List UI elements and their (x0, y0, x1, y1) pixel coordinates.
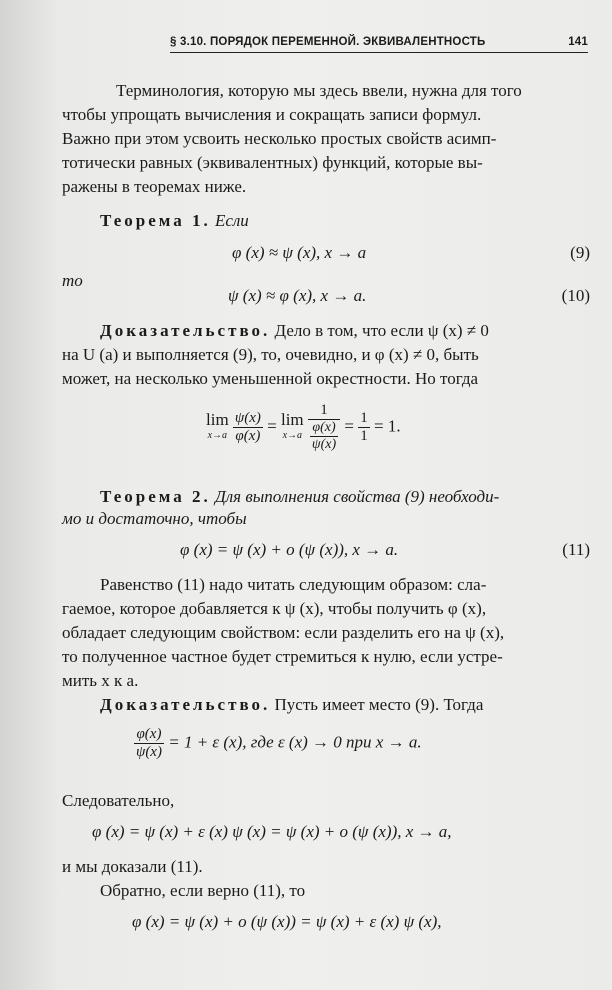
para2-line5: мить x к a. (62, 671, 139, 690)
running-header (170, 36, 588, 53)
proved-line: и мы доказали (11). (62, 857, 203, 876)
theorem1-cond: Если (214, 211, 249, 230)
para2-line4: то полученное частное будет стремиться к нулю, если устре- (62, 647, 503, 666)
equation-9-number: (9) (570, 243, 590, 262)
limit-operator-1: lim x→a (206, 409, 229, 441)
proof2-text: Пусть имеет место (9). Тогда (274, 695, 484, 714)
proof1-label: Доказательство. (100, 321, 271, 340)
proof1-line1-text: Дело в том, что если ψ (x) ≠ 0 (274, 321, 489, 340)
theorem2-label: Теорема 2. (100, 487, 211, 506)
proof2-label: Доказательство. (100, 695, 271, 714)
equation-11: φ (x) = ψ (x) + o (ψ (x)), x → a. (180, 540, 399, 559)
equation-10: ψ (x) ≈ φ (x), x → a. (228, 286, 367, 305)
fraction-one-over-ratio: $\frac{1}{\frac{\varphi(x)}{\psi(x)}}$ (308, 402, 340, 453)
para1-line1: Терминология, которую мы здесь ввели, нужна для того (116, 81, 522, 100)
ratio-equation: $\frac{\varphi(x)}{\psi(x)}$ = 1 + ε (x), где ε (x) → 0 при x → a. (136, 726, 422, 760)
theorem2-text1: Для выполнения свойства (9) необходи- (214, 487, 500, 506)
equation-9: φ (x) ≈ ψ (x), x → a (232, 243, 367, 262)
theorem1-label: Теорема 1. (100, 211, 211, 230)
equation-long: φ (x) = ψ (x) + ε (x) ψ (x) = ψ (x) + o (ψ (x)), x → a, (92, 822, 452, 841)
consequently: Следовательно, (62, 791, 175, 810)
proof1-line3: может, на несколько уменьшенной окрестности. Но тогда (62, 369, 479, 388)
to-word: то (62, 271, 83, 290)
fraction-psi-over-phi: $\frac{\psi(x)}{\varphi(x)}$ (234, 410, 261, 444)
proof1-line2: на U (a) и выполняется (9), то, очевидно, и φ (x) ≠ 0, быть (62, 345, 479, 364)
para2-line1: Равенство (11) надо читать следующим образом: сла- (100, 575, 487, 594)
proof2-line (100, 694, 483, 716)
conversely-line: Обратно, если верно (11), то (100, 881, 306, 900)
equation-10-number: (10) (561, 286, 590, 305)
limit-operator-2: lim x→a (280, 409, 304, 441)
theorem1 (100, 210, 249, 232)
page-number: 141 (568, 36, 588, 48)
fraction-phi-over-psi: $\frac{\varphi(x)}{\psi(x)}$ (136, 726, 162, 760)
theorem2-line1 (100, 486, 499, 508)
equation-11-number: (11) (562, 540, 590, 559)
para1-line5: ражены в теоремах ниже. (62, 177, 247, 196)
para2-line2: гаемое, которое добавляется к ψ (x), чтобы получить φ (x), (62, 599, 487, 618)
para1-line2: чтобы упрощать вычисления и сокращать записи формул. (62, 105, 482, 124)
header-title: § 3.10. ПОРЯДОК ПЕРЕМЕННОЙ. ЭКВИВАЛЕНТНОСТЬ (170, 36, 486, 48)
limit-equation: lim x→a $\frac{\psi(x)}{\varphi(x)}$ = lim x→a $\frac{1}{\frac{\varphi(x)}{\psi(x)}}$ = $\frac{1}{1}$ = 1. (206, 402, 401, 452)
equation-last: φ (x) = ψ (x) + o (ψ (x)) = ψ (x) + ε (x) ψ (x), (132, 912, 442, 931)
para1-line4: тотически равных (эквивалентных) функций, которые вы- (62, 153, 483, 172)
proof1-line1 (100, 320, 489, 342)
theorem2-line2: мо и достаточно, чтобы (62, 509, 247, 528)
fraction-one-over-one: $\frac{1}{1}$ (360, 410, 368, 444)
para2-line3: обладает следующим свойством: если разделить его на ψ (x), (62, 623, 505, 642)
para1-line3: Важно при этом усвоить несколько простых свойств асимп- (62, 129, 497, 148)
